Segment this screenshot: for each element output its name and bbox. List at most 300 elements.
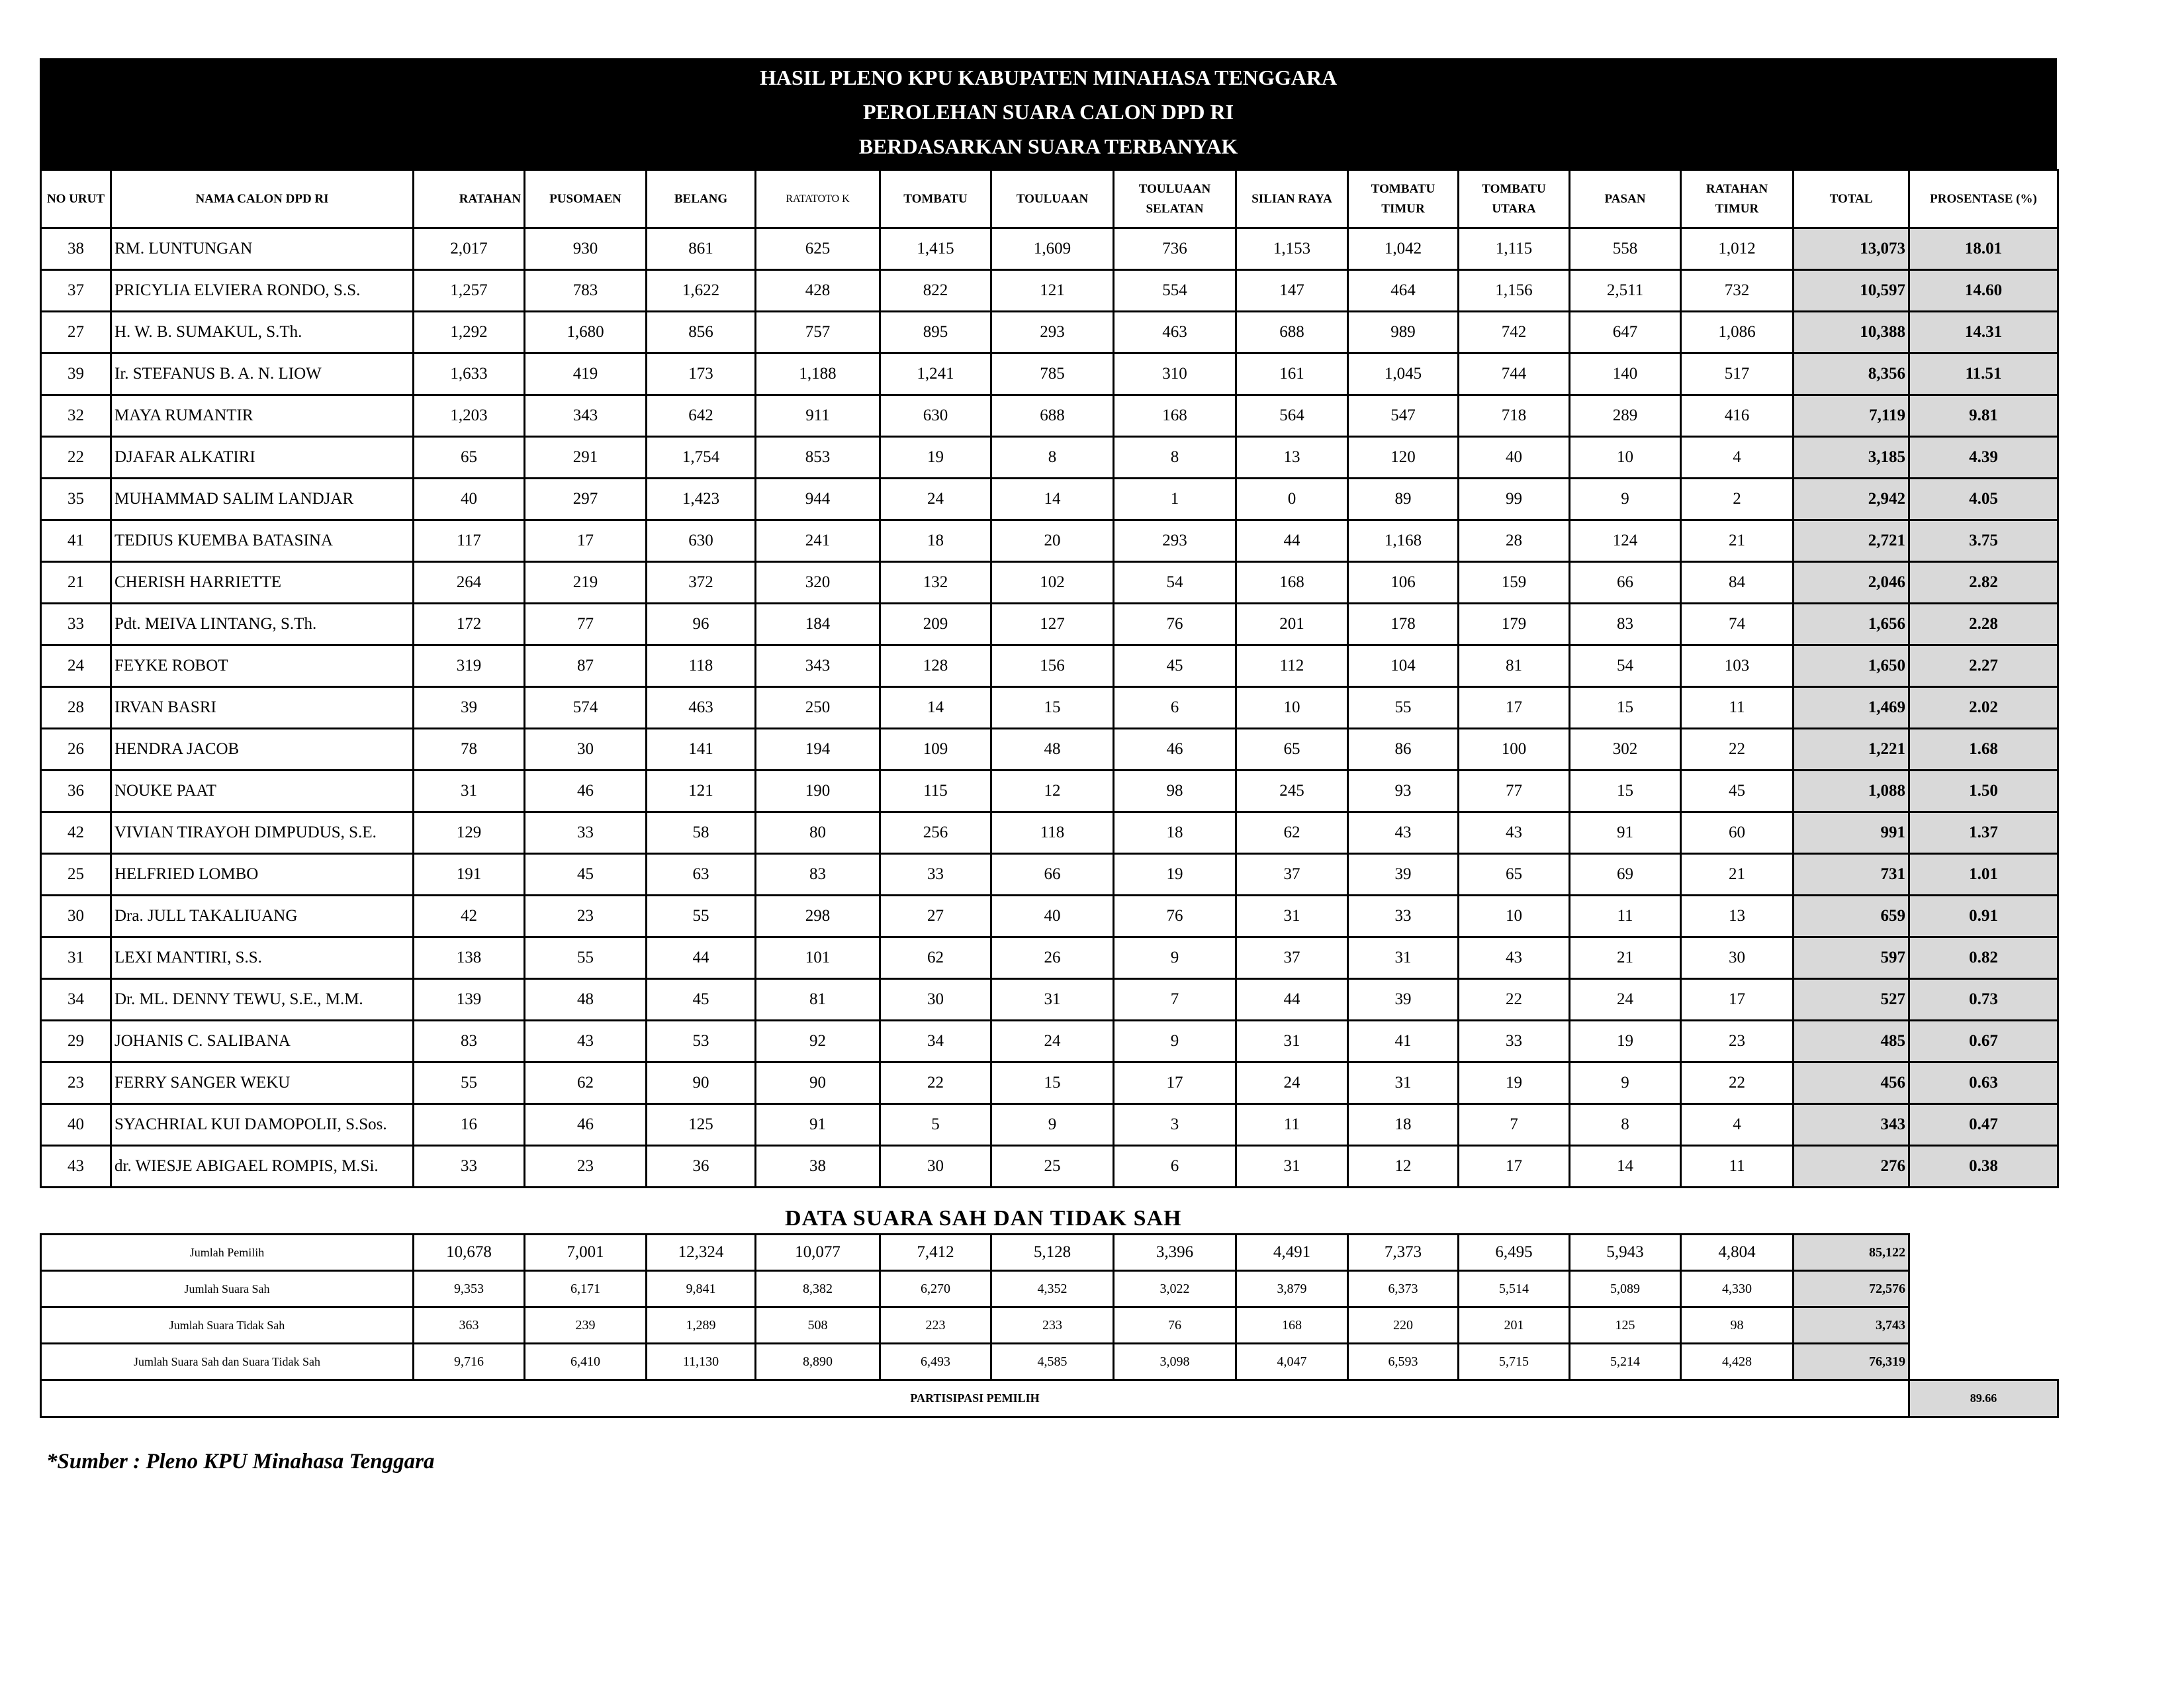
cell-district-votes: 121 bbox=[647, 771, 756, 812]
summary-value: 4,491 bbox=[1236, 1235, 1348, 1271]
cell-district-votes: 10 bbox=[1570, 437, 1681, 479]
cell-district-votes: 40 bbox=[1459, 437, 1570, 479]
cell-district-votes: 11 bbox=[1570, 896, 1681, 937]
cell-no-urut: 38 bbox=[41, 228, 111, 270]
cell-district-votes: 90 bbox=[756, 1062, 880, 1104]
summary-value: 4,804 bbox=[1681, 1235, 1794, 1271]
cell-district-votes: 853 bbox=[756, 437, 880, 479]
cell-district-votes: 13 bbox=[1236, 437, 1348, 479]
summary-value: 9,716 bbox=[414, 1344, 525, 1380]
cell-district-votes: 9 bbox=[1114, 937, 1236, 979]
table-row bbox=[41, 479, 2058, 520]
cell-district-votes: 39 bbox=[1348, 854, 1459, 896]
cell-district-votes: 42 bbox=[414, 896, 525, 937]
cell-district-votes: 127 bbox=[991, 604, 1114, 645]
cell-percentage: 2.02 bbox=[1909, 687, 2058, 729]
summary-row bbox=[41, 1271, 2058, 1307]
cell-district-votes: 33 bbox=[1348, 896, 1459, 937]
cell-candidate-name: HELFRIED LOMBO bbox=[111, 854, 414, 896]
header-district: PASAN bbox=[1570, 170, 1681, 228]
cell-district-votes: 12 bbox=[1348, 1146, 1459, 1188]
cell-district-votes: 27 bbox=[880, 896, 991, 937]
table-row bbox=[41, 520, 2058, 562]
cell-district-votes: 17 bbox=[1114, 1062, 1236, 1104]
cell-district-votes: 100 bbox=[1459, 729, 1570, 771]
cell-district-votes: 46 bbox=[525, 1104, 647, 1146]
cell-district-votes: 554 bbox=[1114, 270, 1236, 312]
cell-percentage: 18.01 bbox=[1909, 228, 2058, 270]
cell-district-votes: 12 bbox=[991, 771, 1114, 812]
cell-district-votes: 419 bbox=[525, 353, 647, 395]
cell-district-votes: 54 bbox=[1114, 562, 1236, 604]
cell-district-votes: 241 bbox=[756, 520, 880, 562]
cell-district-votes: 5 bbox=[880, 1104, 991, 1146]
cell-district-votes: 65 bbox=[1459, 854, 1570, 896]
cell-percentage: 4.39 bbox=[1909, 437, 2058, 479]
cell-district-votes: 564 bbox=[1236, 395, 1348, 437]
cell-district-votes: 46 bbox=[525, 771, 647, 812]
summary-value: 3,396 bbox=[1114, 1235, 1236, 1271]
cell-total: 991 bbox=[1794, 812, 1909, 854]
cell-district-votes: 55 bbox=[1348, 687, 1459, 729]
cell-district-votes: 92 bbox=[756, 1021, 880, 1062]
cell-district-votes: 930 bbox=[525, 228, 647, 270]
cell-district-votes: 140 bbox=[1570, 353, 1681, 395]
table-row bbox=[41, 604, 2058, 645]
cell-district-votes: 19 bbox=[1459, 1062, 1570, 1104]
cell-total: 597 bbox=[1794, 937, 1909, 979]
cell-district-votes: 15 bbox=[1570, 687, 1681, 729]
summary-value: 12,324 bbox=[647, 1235, 756, 1271]
title-line-2: PEROLEHAN SUARA CALON DPD RI bbox=[862, 100, 1234, 124]
cell-district-votes: 125 bbox=[647, 1104, 756, 1146]
cell-total: 2,942 bbox=[1794, 479, 1909, 520]
cell-district-votes: 117 bbox=[414, 520, 525, 562]
summary-table bbox=[40, 1233, 2059, 1418]
cell-district-votes: 26 bbox=[991, 937, 1114, 979]
cell-district-votes: 3 bbox=[1114, 1104, 1236, 1146]
cell-percentage: 4.05 bbox=[1909, 479, 2058, 520]
cell-percentage: 0.73 bbox=[1909, 979, 2058, 1021]
summary-value: 5,514 bbox=[1459, 1271, 1570, 1307]
cell-district-votes: 91 bbox=[756, 1104, 880, 1146]
table-row bbox=[41, 1104, 2058, 1146]
summary-value: 233 bbox=[991, 1307, 1114, 1344]
cell-district-votes: 10 bbox=[1459, 896, 1570, 937]
cell-district-votes: 31 bbox=[1236, 1146, 1348, 1188]
cell-district-votes: 688 bbox=[991, 395, 1114, 437]
cell-district-votes: 83 bbox=[1570, 604, 1681, 645]
summary-total: 76,319 bbox=[1794, 1344, 1909, 1380]
cell-district-votes: 201 bbox=[1236, 604, 1348, 645]
header-district: TOULUAAN bbox=[991, 170, 1114, 228]
cell-district-votes: 34 bbox=[880, 1021, 991, 1062]
cell-district-votes: 1 bbox=[1114, 479, 1236, 520]
cell-district-votes: 1,257 bbox=[414, 270, 525, 312]
summary-value: 508 bbox=[756, 1307, 880, 1344]
cell-district-votes: 642 bbox=[647, 395, 756, 437]
cell-candidate-name: RM. LUNTUNGAN bbox=[111, 228, 414, 270]
cell-district-votes: 911 bbox=[756, 395, 880, 437]
cell-district-votes: 428 bbox=[756, 270, 880, 312]
cell-district-votes: 43 bbox=[1459, 937, 1570, 979]
cell-candidate-name: CHERISH HARRIETTE bbox=[111, 562, 414, 604]
cell-district-votes: 688 bbox=[1236, 312, 1348, 353]
summary-total: 72,576 bbox=[1794, 1271, 1909, 1307]
cell-candidate-name: LEXI MANTIRI, S.S. bbox=[111, 937, 414, 979]
cell-district-votes: 17 bbox=[525, 520, 647, 562]
cell-district-votes: 194 bbox=[756, 729, 880, 771]
cell-district-votes: 1,153 bbox=[1236, 228, 1348, 270]
table-row bbox=[41, 812, 2058, 854]
cell-district-votes: 1,042 bbox=[1348, 228, 1459, 270]
cell-district-votes: 191 bbox=[414, 854, 525, 896]
cell-district-votes: 21 bbox=[1681, 854, 1794, 896]
cell-district-votes: 40 bbox=[991, 896, 1114, 937]
cell-district-votes: 256 bbox=[880, 812, 991, 854]
summary-value: 5,214 bbox=[1570, 1344, 1681, 1380]
cell-total: 13,073 bbox=[1794, 228, 1909, 270]
cell-district-votes: 19 bbox=[1570, 1021, 1681, 1062]
header-district: RATATOTO K bbox=[756, 170, 880, 228]
header-district: TOMBATU TIMUR bbox=[1348, 170, 1459, 228]
summary-value: 239 bbox=[525, 1307, 647, 1344]
cell-district-votes: 30 bbox=[525, 729, 647, 771]
cell-district-votes: 343 bbox=[525, 395, 647, 437]
summary-value: 6,495 bbox=[1459, 1235, 1570, 1271]
cell-total: 1,650 bbox=[1794, 645, 1909, 687]
cell-district-votes: 31 bbox=[1236, 896, 1348, 937]
cell-district-votes: 1,680 bbox=[525, 312, 647, 353]
table-row bbox=[41, 1062, 2058, 1104]
cell-total: 10,597 bbox=[1794, 270, 1909, 312]
cell-total: 2,046 bbox=[1794, 562, 1909, 604]
cell-district-votes: 33 bbox=[880, 854, 991, 896]
cell-district-votes: 65 bbox=[414, 437, 525, 479]
cell-district-votes: 93 bbox=[1348, 771, 1459, 812]
cell-district-votes: 547 bbox=[1348, 395, 1459, 437]
cell-district-votes: 76 bbox=[1114, 604, 1236, 645]
table-row bbox=[41, 312, 2058, 353]
cell-district-votes: 291 bbox=[525, 437, 647, 479]
cell-no-urut: 25 bbox=[41, 854, 111, 896]
header-district: TOULUAAN SELATAN bbox=[1114, 170, 1236, 228]
cell-no-urut: 37 bbox=[41, 270, 111, 312]
cell-district-votes: 23 bbox=[1681, 1021, 1794, 1062]
summary-label: Jumlah Pemilih bbox=[41, 1235, 414, 1271]
cell-district-votes: 14 bbox=[991, 479, 1114, 520]
cell-district-votes: 9 bbox=[1570, 1062, 1681, 1104]
summary-value: 10,678 bbox=[414, 1235, 525, 1271]
cell-candidate-name: H. W. B. SUMAKUL, S.Th. bbox=[111, 312, 414, 353]
cell-district-votes: 121 bbox=[991, 270, 1114, 312]
cell-district-votes: 625 bbox=[756, 228, 880, 270]
cell-district-votes: 86 bbox=[1348, 729, 1459, 771]
cell-no-urut: 43 bbox=[41, 1146, 111, 1188]
cell-no-urut: 23 bbox=[41, 1062, 111, 1104]
cell-district-votes: 8 bbox=[1114, 437, 1236, 479]
cell-district-votes: 264 bbox=[414, 562, 525, 604]
header-pct: PROSENTASE (%) bbox=[1909, 170, 2058, 228]
cell-district-votes: 9 bbox=[1114, 1021, 1236, 1062]
cell-district-votes: 81 bbox=[1459, 645, 1570, 687]
summary-value: 1,289 bbox=[647, 1307, 756, 1344]
cell-total: 3,185 bbox=[1794, 437, 1909, 479]
vote-results-table bbox=[40, 169, 2059, 1188]
summary-value: 3,879 bbox=[1236, 1271, 1348, 1307]
cell-percentage: 0.47 bbox=[1909, 1104, 2058, 1146]
cell-district-votes: 21 bbox=[1681, 520, 1794, 562]
cell-district-votes: 24 bbox=[1236, 1062, 1348, 1104]
summary-value: 5,128 bbox=[991, 1235, 1114, 1271]
cell-district-votes: 178 bbox=[1348, 604, 1459, 645]
table-row bbox=[41, 562, 2058, 604]
cell-no-urut: 32 bbox=[41, 395, 111, 437]
cell-district-votes: 4 bbox=[1681, 1104, 1794, 1146]
table-row bbox=[41, 228, 2058, 270]
summary-value: 7,001 bbox=[525, 1235, 647, 1271]
cell-district-votes: 141 bbox=[647, 729, 756, 771]
cell-district-votes: 989 bbox=[1348, 312, 1459, 353]
cell-district-votes: 63 bbox=[647, 854, 756, 896]
cell-district-votes: 17 bbox=[1459, 687, 1570, 729]
header-district: TOMBATU bbox=[880, 170, 991, 228]
table-row bbox=[41, 771, 2058, 812]
cell-candidate-name: Dr. ML. DENNY TEWU, S.E., M.M. bbox=[111, 979, 414, 1021]
cell-percentage: 0.38 bbox=[1909, 1146, 2058, 1188]
cell-district-votes: 320 bbox=[756, 562, 880, 604]
cell-district-votes: 98 bbox=[1114, 771, 1236, 812]
cell-district-votes: 1,292 bbox=[414, 312, 525, 353]
table-row bbox=[41, 1146, 2058, 1188]
summary-value: 6,373 bbox=[1348, 1271, 1459, 1307]
cell-district-votes: 718 bbox=[1459, 395, 1570, 437]
cell-district-votes: 22 bbox=[1681, 1062, 1794, 1104]
table-row bbox=[41, 437, 2058, 479]
cell-total: 1,221 bbox=[1794, 729, 1909, 771]
summary-blank bbox=[1909, 1344, 2058, 1380]
cell-district-votes: 45 bbox=[647, 979, 756, 1021]
cell-district-votes: 21 bbox=[1570, 937, 1681, 979]
cell-candidate-name: Ir. STEFANUS B. A. N. LIOW bbox=[111, 353, 414, 395]
cell-district-votes: 293 bbox=[1114, 520, 1236, 562]
cell-percentage: 14.60 bbox=[1909, 270, 2058, 312]
cell-district-votes: 343 bbox=[756, 645, 880, 687]
cell-district-votes: 55 bbox=[647, 896, 756, 937]
cell-district-votes: 55 bbox=[414, 1062, 525, 1104]
cell-percentage: 0.63 bbox=[1909, 1062, 2058, 1104]
cell-district-votes: 172 bbox=[414, 604, 525, 645]
cell-district-votes: 77 bbox=[1459, 771, 1570, 812]
summary-total: 3,743 bbox=[1794, 1307, 1909, 1344]
cell-no-urut: 31 bbox=[41, 937, 111, 979]
cell-percentage: 0.82 bbox=[1909, 937, 2058, 979]
header-district: PUSOMAEN bbox=[525, 170, 647, 228]
cell-district-votes: 22 bbox=[1681, 729, 1794, 771]
cell-district-votes: 40 bbox=[414, 479, 525, 520]
cell-district-votes: 0 bbox=[1236, 479, 1348, 520]
cell-district-votes: 30 bbox=[1681, 937, 1794, 979]
summary-value: 363 bbox=[414, 1307, 525, 1344]
cell-no-urut: 33 bbox=[41, 604, 111, 645]
summary-blank bbox=[1909, 1307, 2058, 1344]
cell-district-votes: 4 bbox=[1681, 437, 1794, 479]
cell-district-votes: 31 bbox=[1348, 937, 1459, 979]
cell-percentage: 0.91 bbox=[1909, 896, 2058, 937]
summary-value: 4,428 bbox=[1681, 1344, 1794, 1380]
cell-district-votes: 28 bbox=[1459, 520, 1570, 562]
cell-district-votes: 37 bbox=[1236, 937, 1348, 979]
cell-district-votes: 856 bbox=[647, 312, 756, 353]
summary-label: Jumlah Suara Tidak Sah bbox=[41, 1307, 414, 1344]
header-total: TOTAL bbox=[1794, 170, 1909, 228]
cell-district-votes: 18 bbox=[1114, 812, 1236, 854]
cell-total: 343 bbox=[1794, 1104, 1909, 1146]
summary-value: 201 bbox=[1459, 1307, 1570, 1344]
source-note: *Sumber : Pleno KPU Minahasa Tenggara bbox=[46, 1450, 435, 1474]
table-row bbox=[41, 687, 2058, 729]
cell-total: 2,721 bbox=[1794, 520, 1909, 562]
cell-district-votes: 464 bbox=[1348, 270, 1459, 312]
cell-total: 1,088 bbox=[1794, 771, 1909, 812]
cell-district-votes: 118 bbox=[991, 812, 1114, 854]
cell-district-votes: 62 bbox=[1236, 812, 1348, 854]
cell-district-votes: 120 bbox=[1348, 437, 1459, 479]
cell-percentage: 2.82 bbox=[1909, 562, 2058, 604]
cell-no-urut: 41 bbox=[41, 520, 111, 562]
cell-district-votes: 168 bbox=[1114, 395, 1236, 437]
cell-district-votes: 89 bbox=[1348, 479, 1459, 520]
cell-candidate-name: SYACHRIAL KUI DAMOPOLII, S.Sos. bbox=[111, 1104, 414, 1146]
cell-district-votes: 31 bbox=[1236, 1021, 1348, 1062]
cell-district-votes: 783 bbox=[525, 270, 647, 312]
cell-district-votes: 744 bbox=[1459, 353, 1570, 395]
cell-candidate-name: FERRY SANGER WEKU bbox=[111, 1062, 414, 1104]
cell-district-votes: 184 bbox=[756, 604, 880, 645]
cell-district-votes: 161 bbox=[1236, 353, 1348, 395]
cell-percentage: 14.31 bbox=[1909, 312, 2058, 353]
summary-value: 7,412 bbox=[880, 1235, 991, 1271]
cell-no-urut: 34 bbox=[41, 979, 111, 1021]
title-line-1: HASIL PLENO KPU KABUPATEN MINAHASA TENGGARA bbox=[759, 66, 1338, 89]
cell-candidate-name: dr. WIESJE ABIGAEL ROMPIS, M.Si. bbox=[111, 1146, 414, 1188]
cell-district-votes: 45 bbox=[525, 854, 647, 896]
cell-district-votes: 31 bbox=[414, 771, 525, 812]
cell-district-votes: 1,045 bbox=[1348, 353, 1459, 395]
cell-district-votes: 66 bbox=[1570, 562, 1681, 604]
cell-percentage: 2.27 bbox=[1909, 645, 2058, 687]
cell-district-votes: 84 bbox=[1681, 562, 1794, 604]
cell-district-votes: 310 bbox=[1114, 353, 1236, 395]
cell-district-votes: 1,188 bbox=[756, 353, 880, 395]
cell-total: 659 bbox=[1794, 896, 1909, 937]
report-title bbox=[40, 58, 2057, 169]
cell-district-votes: 2,511 bbox=[1570, 270, 1681, 312]
cell-no-urut: 28 bbox=[41, 687, 111, 729]
cell-district-votes: 48 bbox=[525, 979, 647, 1021]
cell-district-votes: 65 bbox=[1236, 729, 1348, 771]
summary-value: 3,098 bbox=[1114, 1344, 1236, 1380]
cell-candidate-name: MAYA RUMANTIR bbox=[111, 395, 414, 437]
summary-value: 6,593 bbox=[1348, 1344, 1459, 1380]
cell-total: 1,469 bbox=[1794, 687, 1909, 729]
cell-district-votes: 1,633 bbox=[414, 353, 525, 395]
cell-district-votes: 41 bbox=[1348, 1021, 1459, 1062]
cell-district-votes: 139 bbox=[414, 979, 525, 1021]
cell-no-urut: 26 bbox=[41, 729, 111, 771]
summary-value: 6,171 bbox=[525, 1271, 647, 1307]
cell-district-votes: 647 bbox=[1570, 312, 1681, 353]
cell-district-votes: 1,012 bbox=[1681, 228, 1794, 270]
cell-candidate-name: PRICYLIA ELVIERA RONDO, S.S. bbox=[111, 270, 414, 312]
cell-district-votes: 31 bbox=[991, 979, 1114, 1021]
cell-percentage: 11.51 bbox=[1909, 353, 2058, 395]
cell-percentage: 0.67 bbox=[1909, 1021, 2058, 1062]
cell-district-votes: 298 bbox=[756, 896, 880, 937]
cell-district-votes: 69 bbox=[1570, 854, 1681, 896]
cell-district-votes: 124 bbox=[1570, 520, 1681, 562]
table-row bbox=[41, 645, 2058, 687]
title-line-3: BERDASARKAN SUARA TERBANYAK bbox=[858, 134, 1238, 158]
header-district: SILIAN RAYA bbox=[1236, 170, 1348, 228]
cell-candidate-name: MUHAMMAD SALIM LANDJAR bbox=[111, 479, 414, 520]
header-district: RATAHAN TIMUR bbox=[1681, 170, 1794, 228]
table-row bbox=[41, 270, 2058, 312]
cell-district-votes: 81 bbox=[756, 979, 880, 1021]
cell-no-urut: 39 bbox=[41, 353, 111, 395]
cell-district-votes: 39 bbox=[1348, 979, 1459, 1021]
cell-total: 8,356 bbox=[1794, 353, 1909, 395]
cell-candidate-name: Pdt. MEIVA LINTANG, S.Th. bbox=[111, 604, 414, 645]
cell-district-votes: 1,203 bbox=[414, 395, 525, 437]
participation-value: 89.66 bbox=[1909, 1380, 2058, 1417]
cell-district-votes: 1,609 bbox=[991, 228, 1114, 270]
cell-district-votes: 31 bbox=[1348, 1062, 1459, 1104]
cell-district-votes: 30 bbox=[880, 1146, 991, 1188]
cell-district-votes: 1,754 bbox=[647, 437, 756, 479]
summary-value: 4,585 bbox=[991, 1344, 1114, 1380]
cell-district-votes: 9 bbox=[1570, 479, 1681, 520]
table-row bbox=[41, 353, 2058, 395]
cell-candidate-name: FEYKE ROBOT bbox=[111, 645, 414, 687]
cell-district-votes: 96 bbox=[647, 604, 756, 645]
cell-district-votes: 19 bbox=[1114, 854, 1236, 896]
cell-no-urut: 40 bbox=[41, 1104, 111, 1146]
cell-district-votes: 13 bbox=[1681, 896, 1794, 937]
cell-district-votes: 9 bbox=[991, 1104, 1114, 1146]
summary-value: 168 bbox=[1236, 1307, 1348, 1344]
cell-district-votes: 11 bbox=[1681, 1146, 1794, 1188]
table-row bbox=[41, 937, 2058, 979]
cell-candidate-name: TEDIUS KUEMBA BATASINA bbox=[111, 520, 414, 562]
cell-district-votes: 33 bbox=[1459, 1021, 1570, 1062]
cell-district-votes: 23 bbox=[525, 896, 647, 937]
cell-district-votes: 36 bbox=[647, 1146, 756, 1188]
cell-district-votes: 22 bbox=[880, 1062, 991, 1104]
cell-district-votes: 19 bbox=[880, 437, 991, 479]
cell-district-votes: 173 bbox=[647, 353, 756, 395]
cell-district-votes: 24 bbox=[991, 1021, 1114, 1062]
cell-total: 10,388 bbox=[1794, 312, 1909, 353]
cell-district-votes: 138 bbox=[414, 937, 525, 979]
summary-title: DATA SUARA SAH DAN TIDAK SAH bbox=[785, 1206, 1182, 1231]
summary-value: 125 bbox=[1570, 1307, 1681, 1344]
cell-district-votes: 112 bbox=[1236, 645, 1348, 687]
cell-no-urut: 29 bbox=[41, 1021, 111, 1062]
cell-district-votes: 630 bbox=[880, 395, 991, 437]
cell-district-votes: 861 bbox=[647, 228, 756, 270]
cell-district-votes: 106 bbox=[1348, 562, 1459, 604]
